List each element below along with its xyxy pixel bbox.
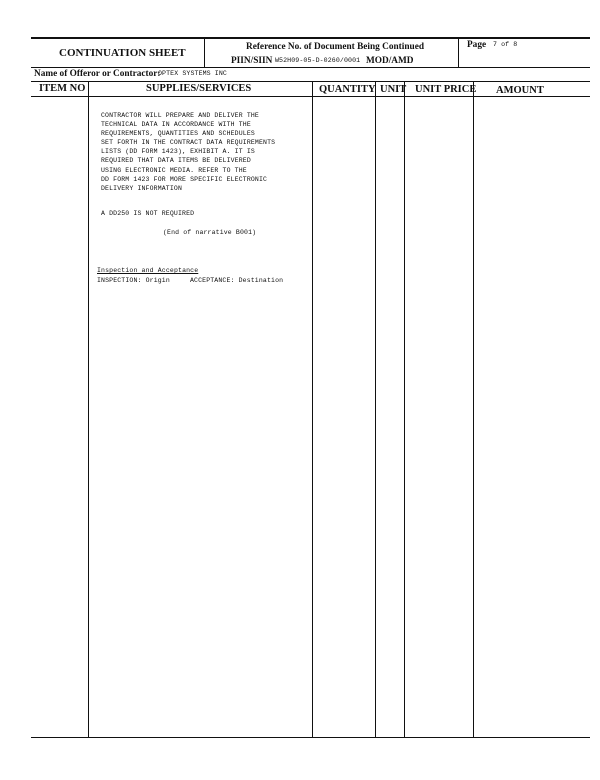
narrative-line: CONTRACTOR WILL PREPARE AND DELIVER THE: [101, 112, 259, 119]
header-divider-2: [458, 37, 459, 67]
narrative-line: LISTS (DD FORM 1423), EXHIBIT A. IT IS: [101, 148, 255, 156]
offeror-value: OPTEX SYSTEMS INC: [158, 70, 227, 77]
narrative-line: DELIVERY INFORMATION: [101, 184, 183, 192]
narrative-line: DD FORM 1423 FOR MORE SPECIFIC ELECTRONIC: [101, 175, 268, 183]
column-header-bottom-rule: [31, 96, 590, 97]
col-rule-unit-price: [404, 81, 405, 738]
acceptance-destination: ACCEPTANCE: Destination: [190, 277, 284, 284]
piin-label: PIIN/SIIN: [231, 56, 273, 66]
sheet-title: CONTINUATION SHEET: [59, 47, 186, 59]
dd250-note: A DD250 IS NOT REQUIRED: [101, 210, 195, 217]
col-rule-amount: [473, 81, 474, 738]
column-header-top-rule: [31, 81, 590, 82]
page-label: Page: [467, 40, 487, 50]
col-rule-item: [88, 81, 89, 738]
col-rule-unit: [375, 81, 376, 738]
header-top-rule: [31, 37, 590, 39]
narrative-line: USING ELECTRONIC MEDIA. REFER TO THE: [101, 166, 247, 174]
page-bottom-rule: [31, 737, 590, 738]
col-supplies-services: SUPPLIES/SERVICES: [146, 83, 252, 94]
col-quantity: QUANTITY: [319, 84, 376, 95]
page-value: 7 of 8: [493, 41, 518, 48]
narrative-line: TECHNICAL DATA IN ACCORDANCE WITH THE: [101, 121, 251, 129]
narrative-line: SET FORTH IN THE CONTRACT DATA REQUIREMENTS: [101, 139, 276, 147]
mod-amd-label: MOD/AMD: [366, 56, 414, 66]
col-unit: UNIT: [380, 84, 407, 95]
offeror-top-rule: [31, 67, 590, 68]
narrative-line: REQUIRED THAT DATA ITEMS BE DELIVERED: [101, 157, 251, 165]
inspection-origin: INSPECTION: Origin: [97, 277, 170, 284]
end-of-narrative: (End of narrative B001): [163, 229, 257, 236]
col-rule-quantity: [312, 81, 313, 738]
narrative-block: [101, 111, 275, 193]
piin-value: W52H09-05-D-0260/0001: [275, 57, 361, 64]
col-amount: AMOUNT: [496, 85, 544, 96]
inspection-heading: Inspection and Acceptance: [97, 267, 199, 274]
header-divider-1: [204, 37, 205, 67]
reference-label: Reference No. of Document Being Continued: [246, 42, 424, 52]
offeror-label: Name of Offeror or Contractor:: [34, 69, 161, 79]
col-unit-price: UNIT PRICE: [415, 84, 477, 95]
col-item-no: ITEM NO: [39, 83, 86, 94]
narrative-line: REQUIREMENTS, QUANTITIES AND SCHEDULES: [101, 130, 255, 138]
